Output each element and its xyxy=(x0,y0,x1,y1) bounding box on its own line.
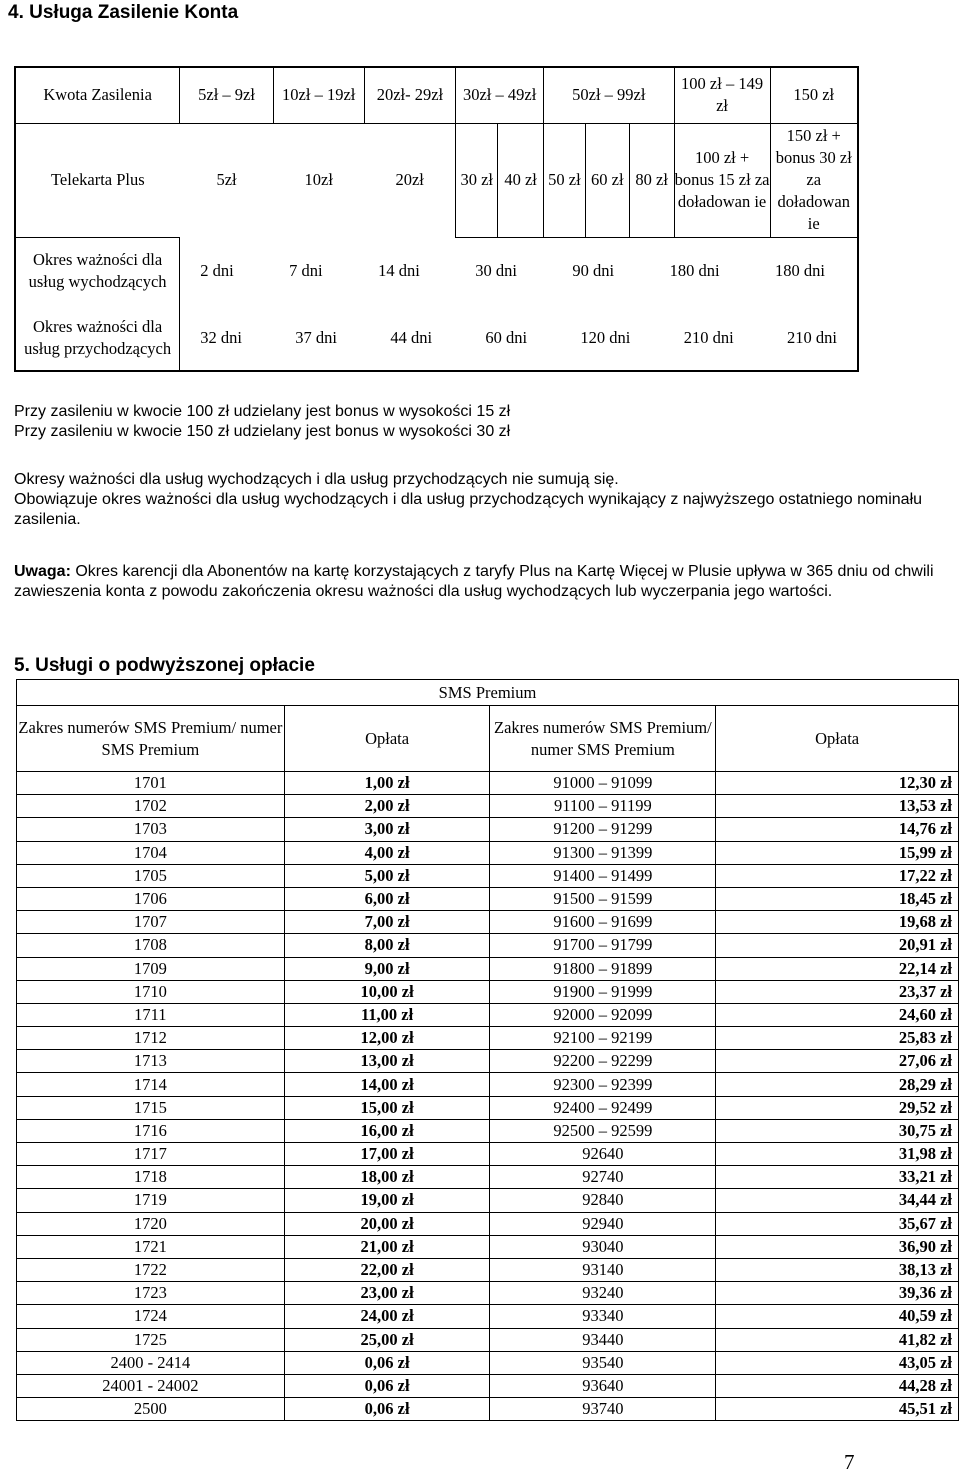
table-row xyxy=(17,1235,959,1258)
in-validity-value: 210 dni xyxy=(683,327,734,347)
section-5-title: 5. Usługi o podwyższonej opłacie xyxy=(14,655,315,676)
sms-number-range: 1716 xyxy=(17,1119,285,1142)
out-validity-label: Okres ważności dla usług wychodzących xyxy=(15,237,180,305)
sms-premium-title: SMS Premium xyxy=(17,680,959,706)
sms-fee: 0,06 zł xyxy=(284,1351,490,1374)
telekarta-cell: 10zł xyxy=(304,170,333,190)
sms-number-range: 1713 xyxy=(17,1050,285,1073)
sms-number-range: 93440 xyxy=(490,1328,716,1351)
sms-fee: 20,00 zł xyxy=(284,1212,490,1235)
sms-number-range: 92740 xyxy=(490,1166,716,1189)
sms-fee: 34,44 zł xyxy=(716,1189,959,1212)
page-number: 7 xyxy=(844,1450,855,1474)
kwota-cell: 100 zł – 149 zł xyxy=(674,67,770,123)
sms-number-range: 1715 xyxy=(17,1096,285,1119)
sms-number-range: 93540 xyxy=(490,1351,716,1374)
sms-fee: 22,14 zł xyxy=(716,957,959,980)
sms-number-range: 91900 – 91999 xyxy=(490,980,716,1003)
out-validity-row xyxy=(180,237,858,305)
out-validity-value: 2 dni xyxy=(200,261,234,281)
column-header-range: Zakres numerów SMS Premium/ numer SMS Premium xyxy=(490,706,716,772)
sms-number-range: 1717 xyxy=(17,1143,285,1166)
sms-fee: 9,00 zł xyxy=(284,957,490,980)
sms-number-range: 92500 – 92599 xyxy=(490,1119,716,1142)
out-validity-value: 30 dni xyxy=(475,261,517,281)
out-validity-value: 180 dni xyxy=(775,261,825,281)
sms-number-range: 91300 – 91399 xyxy=(490,841,716,864)
sms-number-range: 91500 – 91599 xyxy=(490,887,716,910)
in-validity-value: 120 dni xyxy=(580,327,631,347)
sms-fee: 25,83 zł xyxy=(716,1027,959,1050)
sms-number-range: 1718 xyxy=(17,1166,285,1189)
sms-fee: 16,00 zł xyxy=(284,1119,490,1142)
sms-fee: 14,00 zł xyxy=(284,1073,490,1096)
table-row xyxy=(17,772,959,795)
sms-fee: 5,00 zł xyxy=(284,864,490,887)
sms-number-range: 1725 xyxy=(17,1328,285,1351)
sms-fee: 29,52 zł xyxy=(716,1096,959,1119)
sms-number-range: 1707 xyxy=(17,911,285,934)
table-row xyxy=(17,795,959,818)
sms-fee: 0,06 zł xyxy=(284,1374,490,1397)
sms-fee: 19,68 zł xyxy=(716,911,959,934)
table-row xyxy=(17,1143,959,1166)
sms-fee: 3,00 zł xyxy=(284,818,490,841)
sms-number-range: 92400 – 92499 xyxy=(490,1096,716,1119)
sms-fee: 6,00 zł xyxy=(284,887,490,910)
table-row xyxy=(17,1096,959,1119)
sms-number-range: 1711 xyxy=(17,1003,285,1026)
sms-number-range: 1704 xyxy=(17,841,285,864)
sms-number-range: 91700 – 91799 xyxy=(490,934,716,957)
sms-fee: 44,28 zł xyxy=(716,1374,959,1397)
sms-fee: 25,00 zł xyxy=(284,1328,490,1351)
sms-fee: 33,21 zł xyxy=(716,1166,959,1189)
warning-note xyxy=(14,562,944,602)
sms-number-range: 1702 xyxy=(17,795,285,818)
table-row xyxy=(17,957,959,980)
telekarta-cell: 100 zł + bonus 15 zł za doładowan ie xyxy=(674,123,770,237)
telekarta-cell: 60 zł xyxy=(585,123,629,237)
sms-number-range: 1705 xyxy=(17,864,285,887)
sms-number-range: 93140 xyxy=(490,1258,716,1281)
sms-number-range: 1701 xyxy=(17,772,285,795)
sms-number-range: 92940 xyxy=(490,1212,716,1235)
bonus-line: Przy zasileniu w kwocie 150 zł udzielany jest bonus w wysokości 30 zł xyxy=(14,423,511,440)
table-row xyxy=(17,1050,959,1073)
table-row xyxy=(17,887,959,910)
sms-fee: 18,00 zł xyxy=(284,1166,490,1189)
sms-fee: 24,60 zł xyxy=(716,1003,959,1026)
sms-number-range: 1714 xyxy=(17,1073,285,1096)
top-up-table xyxy=(14,66,859,372)
sms-number-range: 93340 xyxy=(490,1305,716,1328)
validity-note: Obowiązuje okres ważności dla usług wychodzących i dla usług przychodzących wynikający z najwyższego ostatniego nominału zasilenia. xyxy=(14,491,923,528)
sms-number-range: 93240 xyxy=(490,1282,716,1305)
sms-number-range: 92840 xyxy=(490,1189,716,1212)
sms-number-range: 92640 xyxy=(490,1143,716,1166)
sms-fee: 21,00 zł xyxy=(284,1235,490,1258)
telekarta-cell: 30 zł xyxy=(456,123,498,237)
sms-number-range: 93040 xyxy=(490,1235,716,1258)
sms-fee: 0,06 zł xyxy=(284,1398,490,1421)
out-validity-value: 7 dni xyxy=(289,261,323,281)
table-row xyxy=(17,1119,959,1142)
sms-fee: 38,13 zł xyxy=(716,1258,959,1281)
sms-number-range: 1724 xyxy=(17,1305,285,1328)
in-validity-value: 210 dni xyxy=(787,327,837,347)
in-validity-value: 32 dni xyxy=(200,327,242,347)
table-row xyxy=(17,980,959,1003)
telekarta-label: Telekarta Plus xyxy=(51,170,145,189)
sms-fee: 15,00 zł xyxy=(284,1096,490,1119)
sms-number-range: 1721 xyxy=(17,1235,285,1258)
sms-number-range: 1703 xyxy=(17,818,285,841)
column-header-fee: Opłata xyxy=(716,706,959,772)
telekarta-cell: 5zł xyxy=(216,170,237,190)
table-row xyxy=(17,1027,959,1050)
out-validity-value: 14 dni xyxy=(378,261,420,281)
telekarta-cell: 80 zł xyxy=(629,123,674,237)
sms-number-range: 91800 – 91899 xyxy=(490,957,716,980)
sms-number-range: 92300 – 92399 xyxy=(490,1073,716,1096)
sms-fee: 10,00 zł xyxy=(284,980,490,1003)
sms-number-range: 91000 – 91099 xyxy=(490,772,716,795)
sms-fee: 20,91 zł xyxy=(716,934,959,957)
validity-note: Okresy ważności dla usług wychodzących i dla usług przychodzących nie sumują się. xyxy=(14,471,619,488)
sms-fee: 24,00 zł xyxy=(284,1305,490,1328)
sms-number-range: 91400 – 91499 xyxy=(490,864,716,887)
sms-number-range: 2500 xyxy=(17,1398,285,1421)
sms-fee: 28,29 zł xyxy=(716,1073,959,1096)
sms-fee: 17,00 zł xyxy=(284,1143,490,1166)
in-validity-label: Okres ważności dla usług przychodzących xyxy=(24,316,172,358)
sms-fee: 40,59 zł xyxy=(716,1305,959,1328)
sms-fee: 39,36 zł xyxy=(716,1282,959,1305)
sms-number-range: 93740 xyxy=(490,1398,716,1421)
in-validity-value: 37 dni xyxy=(295,327,337,347)
sms-fee: 14,76 zł xyxy=(716,818,959,841)
in-validity-value: 44 dni xyxy=(390,327,433,347)
sms-fee: 8,00 zł xyxy=(284,934,490,957)
sms-fee: 30,75 zł xyxy=(716,1119,959,1142)
sms-number-range: 92200 – 92299 xyxy=(490,1050,716,1073)
table-row xyxy=(17,864,959,887)
sms-fee: 15,99 zł xyxy=(716,841,959,864)
telekarta-cell: 20zł xyxy=(395,170,424,190)
sms-fee: 41,82 zł xyxy=(716,1328,959,1351)
table-row xyxy=(17,1003,959,1026)
sms-number-range: 1712 xyxy=(17,1027,285,1050)
sms-number-range: 1710 xyxy=(17,980,285,1003)
sms-fee: 23,37 zł xyxy=(716,980,959,1003)
out-validity-value: 90 dni xyxy=(572,261,615,281)
sms-number-range: 24001 - 24002 xyxy=(17,1374,285,1397)
sms-number-range: 92100 – 92199 xyxy=(490,1027,716,1050)
sms-number-range: 1719 xyxy=(17,1189,285,1212)
sms-fee: 7,00 zł xyxy=(284,911,490,934)
warning-label: Uwaga: xyxy=(14,563,71,580)
sms-number-range: 1709 xyxy=(17,957,285,980)
column-header-range: Zakres numerów SMS Premium/ numer SMS Premium xyxy=(17,706,285,772)
sms-fee: 31,98 zł xyxy=(716,1143,959,1166)
sms-number-range: 1720 xyxy=(17,1212,285,1235)
sms-number-range: 93640 xyxy=(490,1374,716,1397)
table-row xyxy=(17,911,959,934)
table-row xyxy=(17,1398,959,1421)
sms-fee: 12,00 zł xyxy=(284,1027,490,1050)
sms-fee: 17,22 zł xyxy=(716,864,959,887)
table-row xyxy=(17,1328,959,1351)
in-validity-value: 60 dni xyxy=(485,327,528,347)
table-row xyxy=(17,1073,959,1096)
sms-fee: 4,00 zł xyxy=(284,841,490,864)
section-4-title: 4. Usługa Zasilenie Konta xyxy=(8,2,239,23)
warning-text: Okres karencji dla Abonentów na kartę korzystających z taryfy Plus na Kartę Więcej w Plusie upływa w 365 dniu od chwili zawieszenia konta z powodu zakończenia okresu ważności dla usług wychodzących lub wyczerpania jego wartości. xyxy=(14,563,934,600)
kwota-label: Kwota Zasilenia xyxy=(15,67,180,123)
table-row xyxy=(17,1166,959,1189)
sms-fee: 22,00 zł xyxy=(284,1258,490,1281)
telekarta-cell: 50 zł xyxy=(544,123,586,237)
sms-fee: 27,06 zł xyxy=(716,1050,959,1073)
table-row xyxy=(17,1351,959,1374)
table-row xyxy=(17,1189,959,1212)
sms-fee: 12,30 zł xyxy=(716,772,959,795)
sms-fee: 35,67 zł xyxy=(716,1212,959,1235)
kwota-cell: 150 zł xyxy=(770,67,858,123)
sms-number-range: 91200 – 91299 xyxy=(490,818,716,841)
sms-number-range: 1722 xyxy=(17,1258,285,1281)
sms-premium-rows xyxy=(17,772,959,1421)
sms-fee: 1,00 zł xyxy=(284,772,490,795)
sms-fee: 18,45 zł xyxy=(716,887,959,910)
table-row xyxy=(17,1282,959,1305)
sms-number-range: 2400 - 2414 xyxy=(17,1351,285,1374)
sms-number-range: 1708 xyxy=(17,934,285,957)
table-row xyxy=(17,1212,959,1235)
kwota-cell: 5zł – 9zł xyxy=(180,67,274,123)
table-row xyxy=(17,1258,959,1281)
table-row xyxy=(17,841,959,864)
sms-number-range: 92000 – 92099 xyxy=(490,1003,716,1026)
in-validity-row xyxy=(180,305,858,371)
kwota-cell: 50zł – 99zł xyxy=(544,67,675,123)
kwota-cell: 30zł – 49zł xyxy=(456,67,544,123)
sms-fee: 11,00 zł xyxy=(284,1003,490,1026)
table-row xyxy=(17,1374,959,1397)
sms-number-range: 91600 – 91699 xyxy=(490,911,716,934)
bonus-line: Przy zasileniu w kwocie 100 zł udzielany jest bonus w wysokości 15 zł xyxy=(14,403,511,420)
sms-number-range: 1706 xyxy=(17,887,285,910)
telekarta-cell: 150 zł + bonus 30 zł za doładowan ie xyxy=(770,123,858,237)
sms-fee: 23,00 zł xyxy=(284,1282,490,1305)
table-row xyxy=(17,1305,959,1328)
sms-fee: 36,90 zł xyxy=(716,1235,959,1258)
table-row xyxy=(17,934,959,957)
sms-fee: 2,00 zł xyxy=(284,795,490,818)
telekarta-cell: 40 zł xyxy=(498,123,544,237)
sms-fee: 19,00 zł xyxy=(284,1189,490,1212)
sms-fee: 13,53 zł xyxy=(716,795,959,818)
out-validity-value: 180 dni xyxy=(669,261,720,281)
sms-number-range: 1723 xyxy=(17,1282,285,1305)
column-header-fee: Opłata xyxy=(284,706,490,772)
sms-premium-table xyxy=(16,679,959,1421)
sms-number-range: 91100 – 91199 xyxy=(490,795,716,818)
kwota-cell: 10zł – 19zł xyxy=(273,67,364,123)
sms-fee: 45,51 zł xyxy=(716,1398,959,1421)
kwota-cell: 20zł- 29zł xyxy=(364,67,456,123)
sms-fee: 13,00 zł xyxy=(284,1050,490,1073)
sms-fee: 43,05 zł xyxy=(716,1351,959,1374)
table-row xyxy=(17,818,959,841)
